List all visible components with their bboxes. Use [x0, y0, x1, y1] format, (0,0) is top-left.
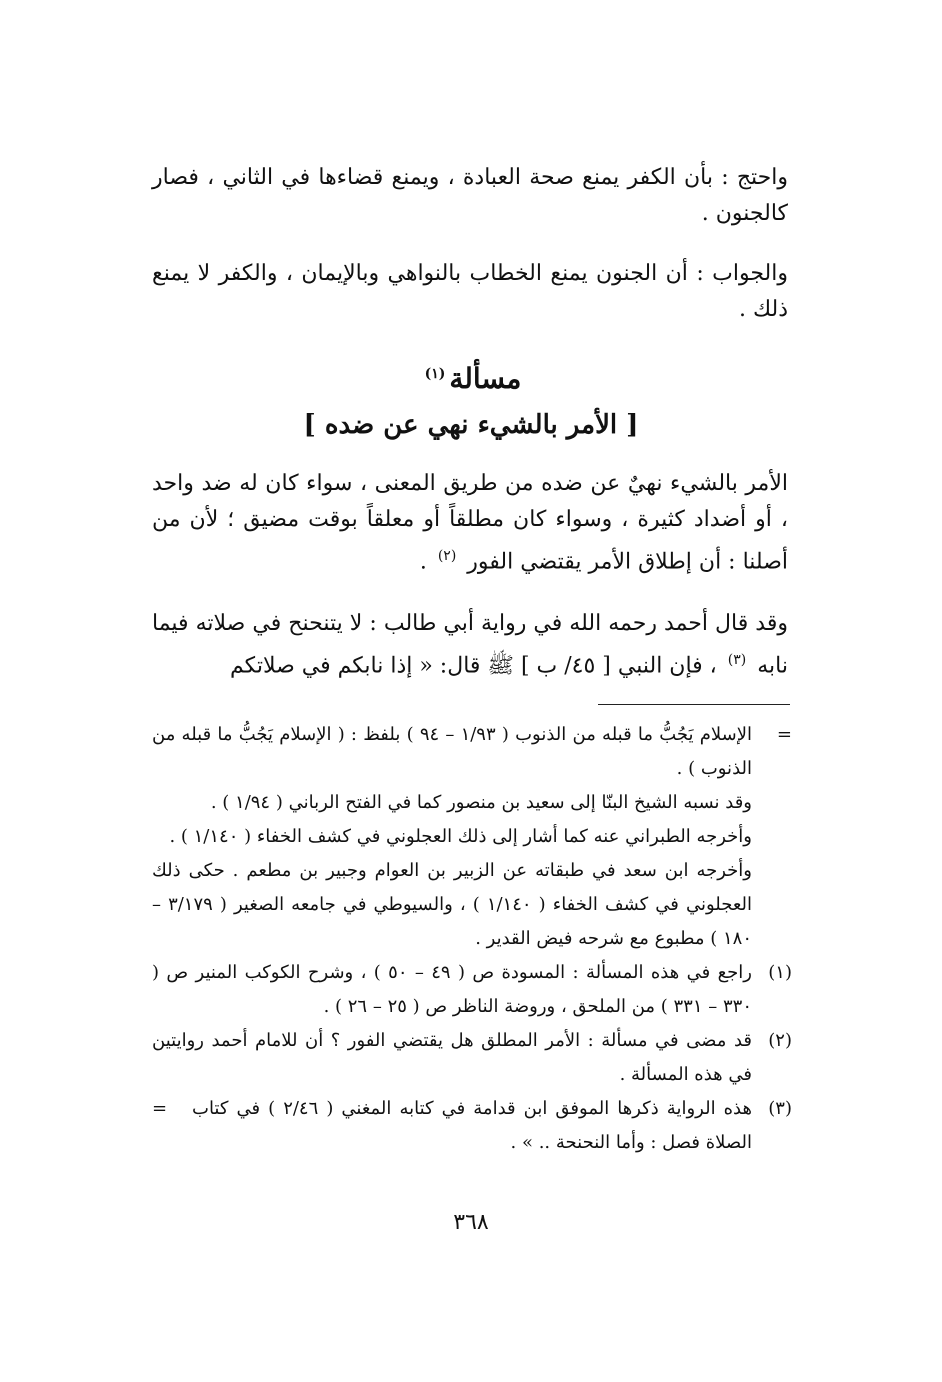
footnote-line-3-text: وأخرجه الطبراني عنه كما أشار إلى ذلك العجلوني في كشف الخفاء ( ١/١٤٠ ) . [169, 826, 752, 847]
heading-footnote-ref: (١) [424, 365, 446, 382]
continuation-mark: = [776, 724, 792, 745]
subheading-text: [ الأمر بالشيء نهي عن ضده ] [303, 410, 639, 440]
heading-text: مسألة [449, 362, 522, 395]
paragraph-1 [152, 160, 788, 232]
paragraph-3 [152, 466, 788, 580]
footnote-2 [152, 1024, 792, 1092]
paragraph-4-part-b: ، فإن النبي [ ٤٥/ ب ] ﷺ قال: « إذا نابكم في صلاتكم [230, 653, 717, 679]
footnote-3-mark: (٣) [768, 1098, 792, 1119]
footnote-1 [152, 956, 792, 1024]
paragraph-3-end: . [419, 549, 427, 575]
footnote-3 [152, 1092, 792, 1160]
section-subheading [0, 410, 942, 440]
paragraph-3-body: الأمر بالشيء نهيٌ عن ضده من طريق المعنى ، سواء كان له ضد واحد ، أو أضداد كثيرة ، وسواء كان مطلقاً أو معلقاً بوقت مضيق ؛ لأن من أصلنا : أن إطلاق الأمر يقتضي الفور [152, 471, 788, 575]
continuation-text: الإسلام يَجُبُّ ما قبله من الذنوب ( ١/٩٣ – ٩٤ ) بلفظ : ( الإسلام يَجُبُّ ما قبله من الذنوب ) . [152, 724, 752, 779]
section-heading [0, 362, 942, 395]
footnote-line-4 [152, 854, 792, 956]
paragraph-4-text [152, 606, 788, 684]
paragraph-3-footnote-ref: (٢) [437, 548, 457, 564]
paragraph-2 [152, 256, 788, 328]
footnote-3-continues-mark: = [152, 1098, 168, 1119]
footnote-3-text: هذه الرواية ذكرها الموفق ابن قدامة في كتابه المغني ( ٢/٤٦ ) في كتاب الصلاة فصل : وأما النحنحة .. » . [192, 1098, 752, 1153]
footnotes [152, 718, 792, 1160]
footnote-1-text: راجع في هذه المسألة : المسودة ص ( ٤٩ – ٥٠ ) ، وشرح الكوكب المنير ص ( ٣٣٠ – ٣٣١ ) من الملحق ، وروضة الناظر ص ( ٢٥ – ٢٦ ) . [152, 962, 752, 1017]
paragraph-1-text: واحتج : بأن الكفر يمنع صحة العبادة ، ويمنع قضاءها في الثاني ، فصار كالجنون . [152, 165, 788, 226]
footnote-divider [598, 704, 790, 705]
footnote-line-3 [152, 820, 792, 854]
paragraph-4-part-a: وقد قال أحمد رحمه الله في رواية أبي طالب : لا يتنحنح في صلاته فيما نابه [152, 611, 788, 679]
footnote-2-mark: (٢) [768, 1030, 792, 1051]
footnote-line-4-text: وأخرجه ابن سعد في طبقاته عن الزبير بن العوام وجبير بن مطعم . حكى ذلك العجلوني في كشف الخفاء ( ١/١٤٠ ) ، والسيوطي في جامعه الصغير ( ٣/١٧٩ – ١٨٠ ) مطبوع مع شرحه فيض القدير . [152, 860, 753, 949]
footnote-line-2-text: وقد نسبه الشيخ البنّا إلى سعيد بن منصور كما في الفتح الرباني ( ١/٩٤ ) . [210, 792, 752, 813]
footnote-continuation [152, 718, 792, 786]
footnote-2-text: قد مضى في مسألة : الأمر المطلق هل يقتضي الفور ؟ أن للامام أحمد روايتين في هذه المسألة . [152, 1030, 752, 1085]
page-number: ٣٦٨ [453, 1210, 489, 1235]
paragraph-4 [152, 606, 788, 684]
paragraph-4-footnote-ref: (٣) [727, 652, 747, 668]
footnote-1-mark: (١) [768, 962, 792, 983]
paragraph-3-text [152, 466, 788, 580]
footnote-line-2 [152, 786, 792, 820]
paragraph-2-text: والجواب : أن الجنون يمنع الخطاب بالنواهي وبالإيمان ، والكفر لا يمنع ذلك . [152, 261, 788, 322]
